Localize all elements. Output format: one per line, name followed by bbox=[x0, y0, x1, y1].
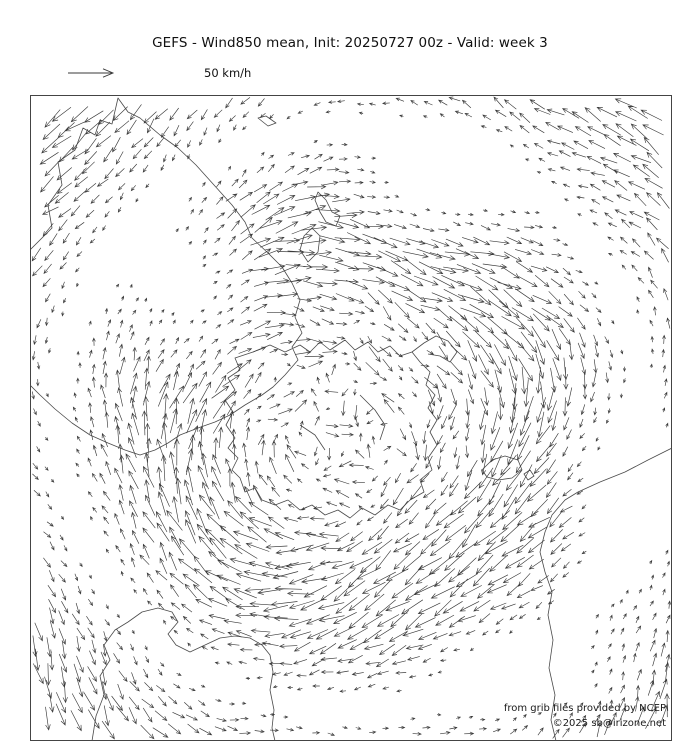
wind-field-layer bbox=[32, 97, 671, 739]
chart-title: GEFS - Wind850 mean, Init: 20250727 00z - Valid: week 3 bbox=[152, 35, 548, 51]
credit-source-line: from grib files provided by NCEP bbox=[503, 703, 666, 714]
map-canvas bbox=[30, 95, 672, 741]
legend-speed-label: 50 km/h bbox=[204, 66, 252, 80]
map-frame-border bbox=[31, 96, 672, 741]
legend-reference-arrow-icon bbox=[64, 61, 128, 85]
coastlines-layer bbox=[30, 98, 672, 741]
credit-copyright-line: ©2025 sb@irizone.net bbox=[552, 718, 666, 729]
map-container bbox=[30, 95, 672, 741]
